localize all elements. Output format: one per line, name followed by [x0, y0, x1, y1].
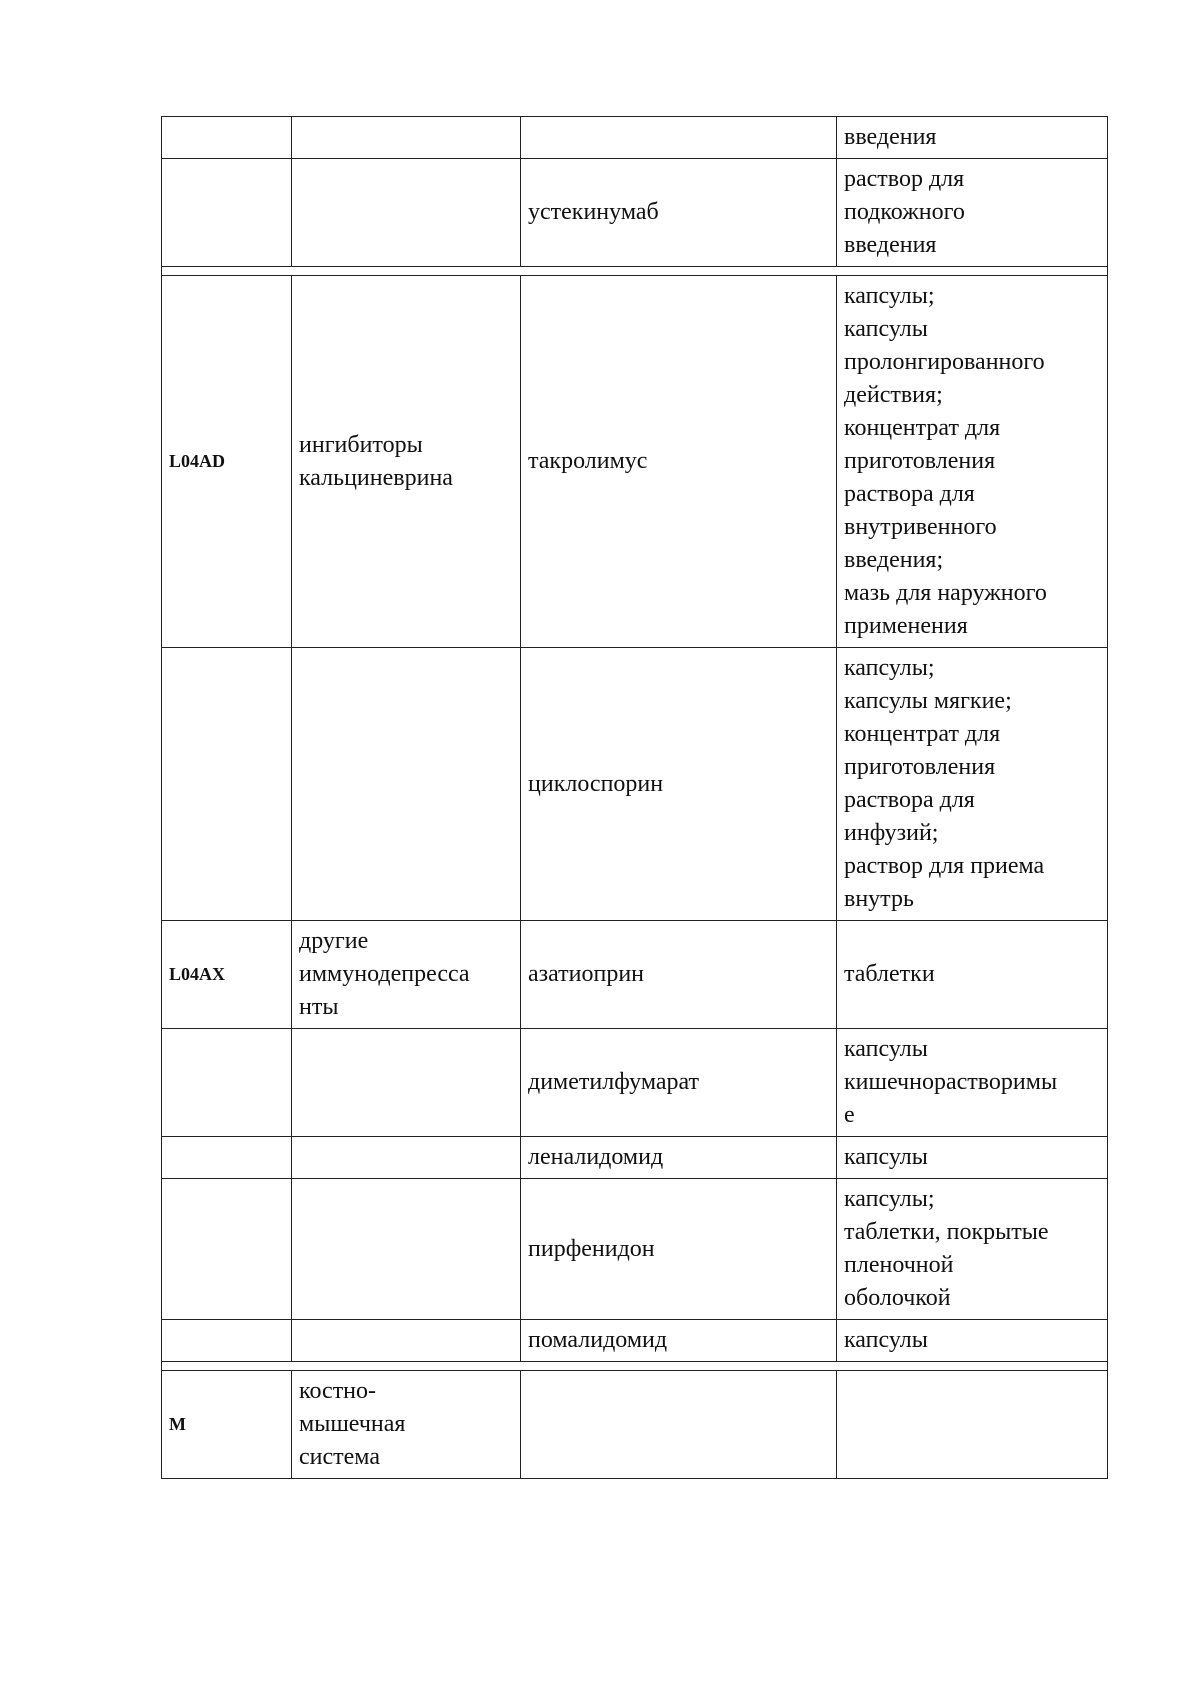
spacer-cell [162, 267, 1108, 276]
group-name-cell [292, 117, 521, 159]
dosage-form-cell: таблетки [837, 921, 1108, 1029]
drug-name-cell: такролимус [521, 276, 837, 648]
drug-name-cell: пирфенидон [521, 1179, 837, 1320]
group-name-cell: костно- мышечная система [292, 1371, 521, 1479]
table-row [162, 1371, 1108, 1479]
atc-code-cell [162, 648, 292, 921]
table-row [162, 921, 1108, 1029]
atc-code-cell: L04AD [162, 276, 292, 648]
dosage-form-cell [837, 1371, 1108, 1479]
table-row [162, 1029, 1108, 1137]
table-row [162, 159, 1108, 267]
atc-code-cell [162, 117, 292, 159]
drug-name-cell: устекинумаб [521, 159, 837, 267]
table-row [162, 1320, 1108, 1362]
dosage-form-cell: капсулы [837, 1320, 1108, 1362]
group-name-cell [292, 1029, 521, 1137]
drug-name-cell: леналидомид [521, 1137, 837, 1179]
spacer-row [162, 267, 1108, 276]
spacer-cell [162, 1362, 1108, 1371]
dosage-form-cell: капсулы; капсулы пролонгированного действия; концентрат для приготовления раствора для внутривенного введения; мазь для наружного применения [837, 276, 1108, 648]
atc-code-cell [162, 1137, 292, 1179]
spacer-row [162, 1362, 1108, 1371]
drug-name-cell [521, 1371, 837, 1479]
dosage-form-cell: введения [837, 117, 1108, 159]
group-name-cell: другие иммунодепресса нты [292, 921, 521, 1029]
atc-code-cell: L04AX [162, 921, 292, 1029]
drug-name-cell: диметилфумарат [521, 1029, 837, 1137]
dosage-form-cell: капсулы [837, 1137, 1108, 1179]
drug-name-cell: помалидомид [521, 1320, 837, 1362]
drug-name-cell [521, 117, 837, 159]
group-name-cell [292, 1320, 521, 1362]
table-row [162, 1137, 1108, 1179]
table-row [162, 1179, 1108, 1320]
dosage-form-cell: капсулы кишечнорастворимы е [837, 1029, 1108, 1137]
atc-code-cell [162, 1179, 292, 1320]
atc-code-cell [162, 1320, 292, 1362]
atc-code-cell: M [162, 1371, 292, 1479]
group-name-cell [292, 1179, 521, 1320]
dosage-form-cell: капсулы; капсулы мягкие; концентрат для приготовления раствора для инфузий; раствор для приема внутрь [837, 648, 1108, 921]
table-row [162, 648, 1108, 921]
atc-code-cell [162, 159, 292, 267]
group-name-cell [292, 159, 521, 267]
group-name-cell: ингибиторы кальциневрина [292, 276, 521, 648]
table-row [162, 276, 1108, 648]
drug-name-cell: азатиоприн [521, 921, 837, 1029]
dosage-form-cell: раствор для подкожного введения [837, 159, 1108, 267]
drug-table [161, 116, 1108, 1479]
group-name-cell [292, 1137, 521, 1179]
table-row [162, 117, 1108, 159]
atc-code-cell [162, 1029, 292, 1137]
group-name-cell [292, 648, 521, 921]
drug-name-cell: циклоспорин [521, 648, 837, 921]
dosage-form-cell: капсулы; таблетки, покрытые пленочной оболочкой [837, 1179, 1108, 1320]
